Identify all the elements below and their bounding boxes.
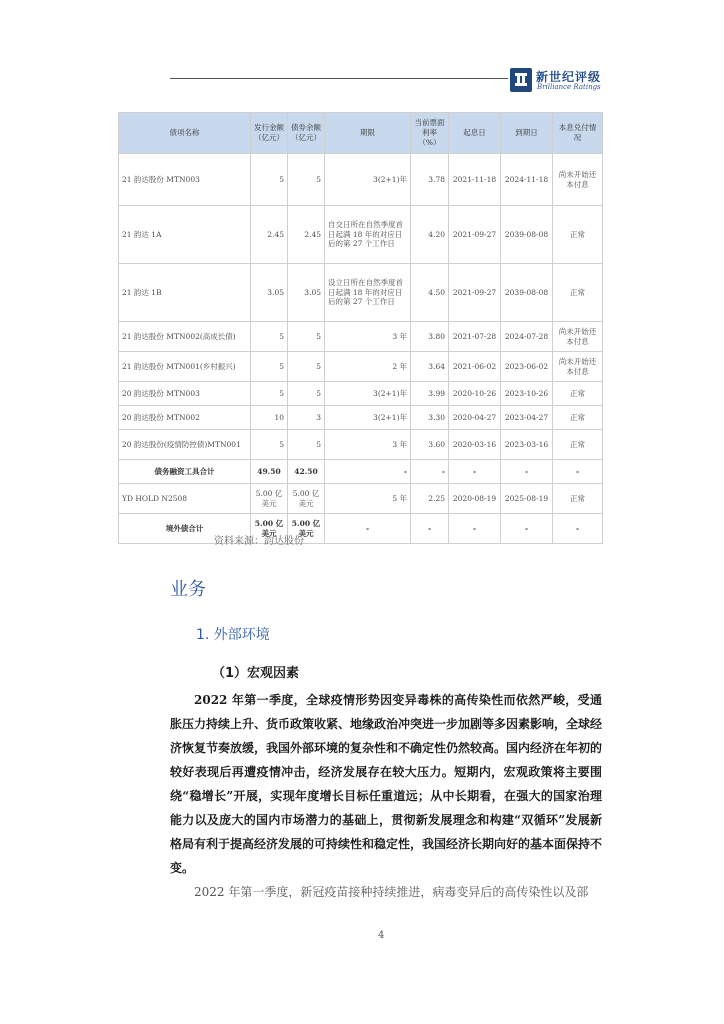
table-header-row xyxy=(119,113,603,154)
cell-name: 21 韵达股份 MTN002(高成长债) xyxy=(119,322,251,352)
cell-status: - xyxy=(553,460,603,484)
cell-term: 设立日所在自然季度首日起满 18 年的对应日后的第 27 个工作日 xyxy=(325,264,411,322)
cell-balance: 5 xyxy=(288,322,325,352)
overseas-total-row xyxy=(119,514,603,544)
cell-rate: 3.60 xyxy=(411,430,449,460)
table-row xyxy=(119,352,603,382)
section-title: 业务 xyxy=(170,579,206,600)
cell-balance: 5 xyxy=(288,382,325,406)
cell-status: 正常 xyxy=(553,382,603,406)
subsubsection-title: （1）宏观因素 xyxy=(212,666,300,681)
cell-balance: 5 xyxy=(288,352,325,382)
cell-status: - xyxy=(553,514,603,544)
cell-rate: 4.20 xyxy=(411,206,449,264)
body-paragraph: 2022 年第一季度，新冠疫苗接种持续推进，病毒变异后的高传染性以及部 xyxy=(194,885,589,899)
cell-term: 自交日所在自然季度首日起满 18 年的对应日后的第 27 个工作日 xyxy=(325,206,411,264)
cell-maturity: 2023-03-16 xyxy=(501,430,553,460)
cell-status: 尚未开始还本付息 xyxy=(553,352,603,382)
cell-maturity: - xyxy=(501,514,553,544)
cell-balance: 42.50 xyxy=(288,460,325,484)
page-number: 4 xyxy=(378,930,385,941)
table-source-note: 资料来源：韵达股份 xyxy=(214,536,304,547)
cell-maturity: 2024-11-18 xyxy=(501,154,553,206)
table-row xyxy=(119,430,603,460)
table-row xyxy=(119,154,603,206)
cell-issue: 5.00 亿美元 xyxy=(251,484,288,514)
table-row xyxy=(119,264,603,322)
cell-name: YD HOLD N2508 xyxy=(119,484,251,514)
header-rule xyxy=(170,78,508,79)
cell-maturity: 2024-07-28 xyxy=(501,322,553,352)
bond-table xyxy=(118,112,603,544)
col-header-balance: 债券余额（亿元） xyxy=(288,113,325,154)
cell-start: 2021-09-27 xyxy=(449,264,501,322)
cell-balance: 5 xyxy=(288,154,325,206)
cell-status: 正常 xyxy=(553,484,603,514)
cell-term: 3(2+1)年 xyxy=(325,382,411,406)
cell-balance: 5.00 亿美元 xyxy=(288,514,325,544)
col-header-start-date: 起息日 xyxy=(449,113,501,154)
cell-name: 21 韵达 1B xyxy=(119,264,251,322)
cell-start: 2020-04-27 xyxy=(449,406,501,430)
cell-name: 债务融资工具合计 xyxy=(119,460,251,484)
cell-status: 尚未开始还本付息 xyxy=(553,322,603,352)
cell-maturity: 2023-10-26 xyxy=(501,382,553,406)
cell-start: - xyxy=(449,514,501,544)
cell-start: 2021-06-02 xyxy=(449,352,501,382)
cell-rate: 4.50 xyxy=(411,264,449,322)
col-header-issue-amount: 发行金额（亿元） xyxy=(251,113,288,154)
cell-issue: 5 xyxy=(251,352,288,382)
col-header-payment-status: 本息兑付情况 xyxy=(553,113,603,154)
cell-rate: 2.25 xyxy=(411,484,449,514)
cell-issue: 5 xyxy=(251,382,288,406)
cell-start: 2021-09-27 xyxy=(449,206,501,264)
cell-term: 3(2+1)年 xyxy=(325,154,411,206)
cell-rate: 3.99 xyxy=(411,382,449,406)
cell-name: 20 韵达股份(疫情防控债)MTN001 xyxy=(119,430,251,460)
cell-start: 2021-07-28 xyxy=(449,322,501,352)
logo-en-text: Brilliance Ratings xyxy=(537,83,601,91)
cell-issue: 10 xyxy=(251,406,288,430)
cell-term: 2 年 xyxy=(325,352,411,382)
cell-term: - xyxy=(325,514,411,544)
cell-issue: 5.00 亿美元 xyxy=(251,514,288,544)
cell-rate: 3.30 xyxy=(411,406,449,430)
cell-name: 21 韵达股份 MTN003 xyxy=(119,154,251,206)
table-row xyxy=(119,322,603,352)
cell-status: 尚未开始还本付息 xyxy=(553,154,603,206)
cell-term: 3 年 xyxy=(325,430,411,460)
cell-balance: 3 xyxy=(288,406,325,430)
logo-cn-text: 新世纪评级 xyxy=(536,70,602,84)
col-header-rate: 当前票面利率（%） xyxy=(411,113,449,154)
cell-status: 正常 xyxy=(553,264,603,322)
cell-start: - xyxy=(449,460,501,484)
col-header-name: 债项名称 xyxy=(119,113,251,154)
subtotal-row xyxy=(119,460,603,484)
col-header-maturity-date: 到期日 xyxy=(501,113,553,154)
cell-name: 20 韵达股份 MTN002 xyxy=(119,406,251,430)
cell-maturity: 2025-08-19 xyxy=(501,484,553,514)
cell-name: 20 韵达股份 MTN003 xyxy=(119,382,251,406)
cell-name: 21 韵达 1A xyxy=(119,206,251,264)
cell-issue: 5 xyxy=(251,430,288,460)
cell-status: 正常 xyxy=(553,406,603,430)
cell-maturity: 2039-08-08 xyxy=(501,206,553,264)
cell-status: 正常 xyxy=(553,430,603,460)
cell-start: 2020-08-19 xyxy=(449,484,501,514)
cell-term: 3 年 xyxy=(325,322,411,352)
cell-term: 3(2+1)年 xyxy=(325,406,411,430)
body-paragraph: 2022 年第一季度，全球疫情形势因变异毒株的高传染性而依然严峻，受通胀压力持续上升、货币政策收紧、地缘政治冲突进一步加剧等多因素影响，全球经济恢复节奏放缓，我国外部环境的复杂性和不确定性仍然较高。国内经济在年初的较好表现后再遭疫情冲击，经济发展存在较大压力。短期内，宏观政策将主要围绕“稳增长”开展，实现年度增长目标任重道远；从中长期看，在强大的国家治理能力以及庞大的国内市场潜力的基础上，贯彻新发展理念和构建“双循环”发展新格局有利于提高经济发展的可持续性和稳定性，我国经济长期向好的基本面保持不变。 xyxy=(170,693,603,875)
cell-rate: 3.80 xyxy=(411,322,449,352)
cell-term: 5 年 xyxy=(325,484,411,514)
subsection-title: 1. 外部环境 xyxy=(196,627,270,643)
cell-start: 2020-10-26 xyxy=(449,382,501,406)
cell-maturity: 2039-08-08 xyxy=(501,264,553,322)
cell-name: 21 韵达股份 MTN001(乡村振兴) xyxy=(119,352,251,382)
cell-issue: 2.45 xyxy=(251,206,288,264)
cell-rate: 3.64 xyxy=(411,352,449,382)
table-row xyxy=(119,382,603,406)
col-header-term: 期限 xyxy=(325,113,411,154)
logo-icon xyxy=(510,68,532,92)
cell-maturity: 2023-04-27 xyxy=(501,406,553,430)
cell-balance: 3.05 xyxy=(288,264,325,322)
cell-maturity: - xyxy=(501,460,553,484)
cell-status: 正常 xyxy=(553,206,603,264)
cell-rate: 3.78 xyxy=(411,154,449,206)
cell-rate: - xyxy=(411,460,449,484)
brand-logo xyxy=(510,68,605,96)
cell-issue: 5 xyxy=(251,154,288,206)
table-row xyxy=(119,406,603,430)
cell-issue: 3.05 xyxy=(251,264,288,322)
table-row xyxy=(119,484,603,514)
cell-term: - xyxy=(325,460,411,484)
cell-issue: 5 xyxy=(251,322,288,352)
cell-start: 2020-03-16 xyxy=(449,430,501,460)
cell-balance: 5 xyxy=(288,430,325,460)
cell-balance: 2.45 xyxy=(288,206,325,264)
cell-maturity: 2023-06-02 xyxy=(501,352,553,382)
cell-rate: - xyxy=(411,514,449,544)
table-row xyxy=(119,206,603,264)
cell-issue: 49.50 xyxy=(251,460,288,484)
cell-start: 2021-11-18 xyxy=(449,154,501,206)
cell-balance: 5.00 亿美元 xyxy=(288,484,325,514)
cell-name: 境外债合计 xyxy=(119,514,251,544)
